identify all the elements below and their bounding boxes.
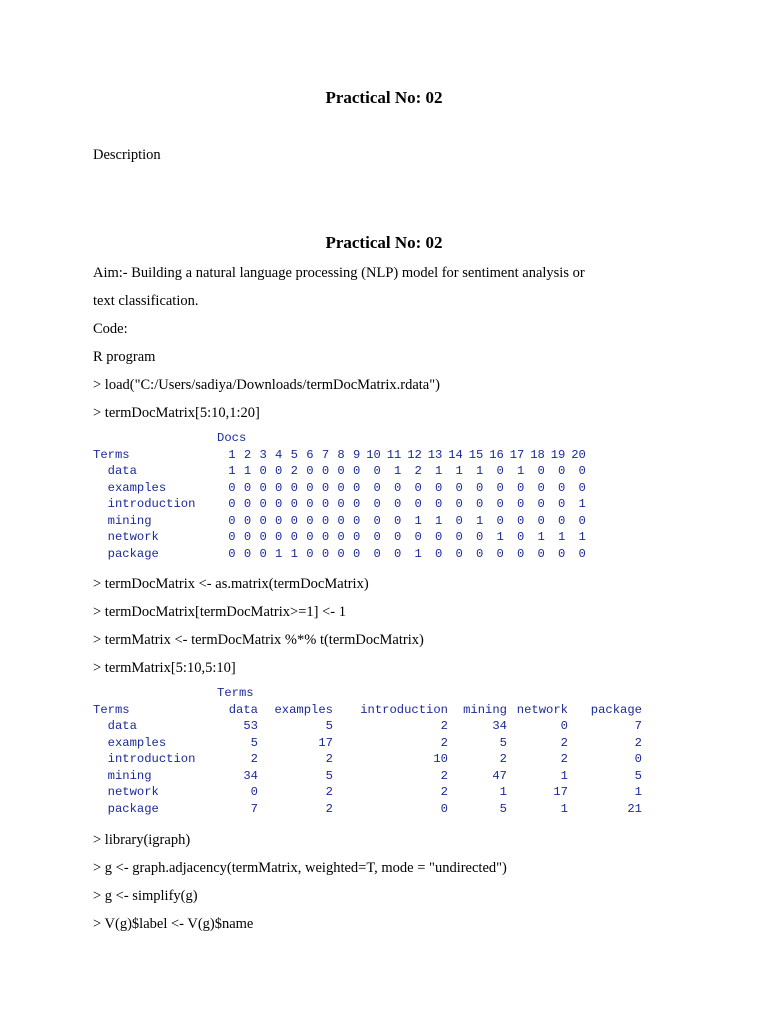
column-header-row — [93, 702, 642, 719]
matrix-cell: 0 — [275, 480, 283, 495]
matrix-cell: 1 — [476, 464, 484, 478]
column-header: 9 — [353, 447, 361, 462]
matrix-cell: 0 — [337, 480, 345, 495]
row-term: network — [93, 785, 159, 799]
matrix-cell: 0 — [321, 497, 330, 511]
term-doc-matrix-output — [93, 430, 586, 562]
dimension-header: Terms — [217, 686, 254, 700]
matrix-cell: 1 — [394, 464, 402, 478]
table-row — [93, 784, 642, 801]
matrix-cell: 0 — [435, 497, 443, 511]
matrix-cell: 1 — [435, 513, 443, 528]
command-threshold: > termDocMatrix[termDocMatrix>=1] <- 1 — [93, 604, 346, 620]
dimension-header-row — [93, 685, 642, 702]
matrix-cell: 0 — [353, 530, 361, 544]
command-subset-termmatrix: > termMatrix[5:10,5:10] — [93, 660, 236, 676]
matrix-cell: 2 — [499, 752, 507, 766]
matrix-cell: 0 — [306, 497, 314, 511]
matrix-cell: 2 — [440, 785, 448, 799]
matrix-cell: 0 — [228, 497, 236, 511]
column-header: 14 — [448, 447, 463, 462]
row-term: introduction — [93, 752, 196, 766]
matrix-cell: 0 — [558, 546, 566, 561]
matrix-cell: 0 — [373, 497, 381, 511]
matrix-cell: 0 — [558, 513, 566, 528]
matrix-cell: 0 — [373, 480, 381, 495]
matrix-cell: 0 — [455, 480, 463, 495]
matrix-cell: 0 — [290, 497, 298, 511]
matrix-cell: 1 — [476, 513, 484, 528]
matrix-cell: 0 — [496, 546, 504, 561]
column-header: 10 — [366, 447, 381, 462]
matrix-cell: 1 — [560, 768, 568, 783]
matrix-cell: 0 — [578, 546, 586, 561]
row-term: data — [93, 464, 137, 478]
command-matrix-multiply: > termMatrix <- termDocMatrix %*% t(termDocMatrix) — [93, 632, 424, 648]
column-header-row — [93, 447, 586, 464]
column-header: network — [516, 702, 568, 717]
column-header: examples — [274, 702, 333, 717]
matrix-cell: 0 — [435, 530, 443, 544]
matrix-cell: 0 — [435, 546, 443, 561]
matrix-cell: 0 — [455, 513, 463, 528]
table-row — [93, 513, 586, 530]
column-header: 18 — [530, 447, 545, 462]
row-term: examples — [93, 735, 167, 750]
matrix-cell: 0 — [496, 464, 504, 478]
matrix-cell: 0 — [517, 546, 525, 561]
matrix-cell: 0 — [517, 513, 525, 528]
matrix-cell: 0 — [353, 513, 361, 528]
table-row — [93, 751, 642, 768]
matrix-cell: 0 — [275, 530, 283, 544]
command-library: > library(igraph) — [93, 832, 191, 848]
matrix-cell: 0 — [337, 497, 345, 511]
column-header: 1 — [228, 447, 236, 462]
matrix-cell: 0 — [394, 480, 402, 495]
row-term: introduction — [93, 497, 196, 511]
r-program-label: R program — [93, 349, 156, 365]
matrix-cell: 0 — [578, 513, 586, 528]
matrix-cell: 0 — [228, 530, 236, 544]
column-header: 17 — [509, 447, 525, 462]
matrix-cell: 1 — [578, 497, 586, 511]
matrix-cell: 0 — [259, 513, 267, 528]
matrix-cell: 0 — [537, 513, 545, 528]
column-header: mining — [463, 702, 507, 717]
command-as-matrix: > termDocMatrix <- as.matrix(termDocMatrix) — [93, 576, 369, 592]
matrix-cell: 0 — [275, 497, 283, 511]
matrix-cell: 0 — [373, 530, 381, 544]
row-term: network — [93, 530, 159, 544]
matrix-cell: 0 — [243, 546, 252, 561]
matrix-cell: 10 — [433, 752, 448, 766]
matrix-cell: 0 — [560, 719, 568, 733]
matrix-cell: 7 — [250, 801, 258, 816]
matrix-cell: 1 — [537, 530, 545, 544]
table-row — [93, 463, 586, 480]
matrix-cell: 1 — [414, 513, 422, 528]
matrix-cell: 1 — [290, 546, 298, 561]
practical-heading: Practical No: 02 — [325, 233, 443, 252]
matrix-cell: 0 — [228, 546, 236, 561]
matrix-cell: 0 — [321, 464, 330, 478]
matrix-cell: 0 — [476, 480, 484, 495]
matrix-cell: 2 — [414, 464, 422, 478]
matrix-cell: 0 — [243, 497, 252, 511]
matrix-cell: 21 — [627, 801, 642, 816]
matrix-cell: 0 — [353, 497, 361, 511]
matrix-cell: 0 — [440, 801, 448, 816]
matrix-cell: 0 — [243, 530, 252, 544]
matrix-cell: 0 — [306, 464, 314, 478]
column-header: 16 — [489, 447, 504, 462]
column-header: 20 — [571, 447, 586, 462]
matrix-cell: 0 — [435, 480, 443, 495]
row-term: package — [93, 546, 159, 561]
matrix-cell: 0 — [243, 480, 252, 495]
dimension-header: Docs — [217, 431, 247, 445]
column-header: introduction — [360, 702, 448, 717]
matrix-cell: 0 — [353, 480, 361, 495]
matrix-cell: 0 — [290, 513, 298, 528]
matrix-cell: 0 — [259, 546, 267, 561]
row-dimension-label: Terms — [93, 702, 130, 717]
matrix-cell: 0 — [476, 530, 484, 544]
row-dimension-label: Terms — [93, 447, 130, 462]
matrix-cell: 2 — [440, 768, 448, 783]
matrix-cell: 47 — [492, 768, 507, 783]
matrix-cell: 0 — [337, 464, 345, 478]
matrix-cell: 0 — [353, 546, 361, 561]
column-header: 6 — [306, 447, 314, 462]
matrix-cell: 1 — [275, 546, 283, 561]
table-row — [93, 496, 586, 513]
row-term: mining — [93, 768, 152, 783]
matrix-cell: 5 — [499, 801, 507, 816]
table-row — [93, 718, 642, 735]
matrix-cell: 1 — [228, 464, 236, 478]
column-header: package — [590, 702, 642, 717]
column-header: 13 — [427, 447, 443, 462]
matrix-cell: 0 — [321, 546, 330, 561]
matrix-cell: 0 — [517, 480, 525, 495]
row-term: package — [93, 801, 159, 816]
command-simplify: > g <- simplify(g) — [93, 888, 198, 904]
matrix-cell: 0 — [414, 530, 422, 544]
matrix-cell: 0 — [275, 464, 283, 478]
matrix-cell: 0 — [537, 497, 545, 511]
matrix-cell: 0 — [321, 480, 330, 495]
matrix-cell: 0 — [321, 530, 330, 544]
column-header: 11 — [386, 447, 402, 462]
aim-text-line-2: text classification. — [93, 293, 199, 309]
description-label: Description — [93, 147, 161, 163]
matrix-cell: 0 — [373, 513, 381, 528]
matrix-cell: 2 — [325, 752, 333, 766]
matrix-cell: 7 — [634, 719, 642, 733]
matrix-cell: 17 — [318, 735, 333, 750]
matrix-cell: 1 — [243, 464, 252, 478]
matrix-cell: 0 — [259, 497, 267, 511]
matrix-cell: 1 — [496, 530, 504, 544]
matrix-cell: 0 — [558, 480, 566, 495]
row-term: examples — [93, 480, 167, 495]
matrix-cell: 2 — [250, 752, 258, 766]
table-row — [93, 768, 642, 785]
term-matrix-output — [93, 685, 642, 817]
matrix-cell: 0 — [517, 497, 525, 511]
matrix-cell: 0 — [306, 530, 314, 544]
matrix-cell: 0 — [259, 464, 267, 478]
matrix-cell: 0 — [455, 546, 463, 561]
command-load: > load("C:/Users/sadiya/Downloads/termDocMatrix.rdata") — [93, 377, 440, 393]
matrix-cell: 0 — [476, 497, 484, 511]
matrix-cell: 0 — [373, 546, 381, 561]
matrix-cell: 0 — [578, 464, 586, 478]
matrix-cell: 1 — [414, 546, 422, 561]
matrix-cell: 0 — [259, 530, 267, 544]
table-row — [93, 801, 642, 818]
matrix-cell: 0 — [243, 513, 252, 528]
matrix-cell: 1 — [560, 801, 568, 816]
matrix-cell: 2 — [325, 785, 333, 799]
matrix-cell: 5 — [499, 735, 507, 750]
command-graph-adjacency: > g <- graph.adjacency(termMatrix, weighted=T, mode = "undirected") — [93, 860, 507, 876]
matrix-cell: 0 — [394, 513, 402, 528]
matrix-cell: 1 — [517, 464, 525, 478]
matrix-cell: 0 — [414, 480, 422, 495]
matrix-cell: 0 — [558, 497, 566, 511]
matrix-cell: 1 — [634, 785, 642, 799]
matrix-cell: 2 — [325, 801, 333, 816]
command-vertex-label: > V(g)$label <- V(g)$name — [93, 916, 254, 932]
matrix-cell: 0 — [476, 546, 484, 561]
column-header: 4 — [275, 447, 283, 462]
matrix-cell: 0 — [496, 513, 504, 528]
matrix-cell: 5 — [325, 719, 333, 733]
matrix-cell: 53 — [243, 719, 258, 733]
row-term: data — [93, 719, 137, 733]
matrix-cell: 0 — [578, 480, 586, 495]
matrix-cell: 0 — [306, 546, 314, 561]
column-header: 2 — [243, 447, 252, 462]
matrix-cell: 0 — [337, 530, 345, 544]
matrix-cell: 0 — [496, 480, 504, 495]
matrix-cell: 0 — [228, 480, 236, 495]
column-header: 8 — [337, 447, 345, 462]
matrix-cell: 0 — [250, 785, 258, 799]
matrix-cell: 0 — [537, 546, 545, 561]
matrix-cell: 2 — [290, 464, 298, 478]
table-row — [93, 735, 642, 752]
matrix-cell: 0 — [275, 513, 283, 528]
matrix-cell: 0 — [537, 464, 545, 478]
matrix-cell: 1 — [455, 464, 463, 478]
matrix-cell: 2 — [440, 735, 448, 750]
column-header: 12 — [407, 447, 422, 462]
matrix-cell: 0 — [558, 464, 566, 478]
matrix-cell: 0 — [290, 480, 298, 495]
matrix-cell: 0 — [337, 546, 345, 561]
code-label: Code: — [93, 321, 128, 337]
matrix-cell: 0 — [455, 530, 463, 544]
table-row — [93, 529, 586, 546]
matrix-cell: 0 — [537, 480, 545, 495]
matrix-cell: 0 — [394, 546, 402, 561]
matrix-cell: 5 — [250, 735, 258, 750]
matrix-cell: 34 — [492, 719, 507, 733]
matrix-cell: 0 — [290, 530, 298, 544]
matrix-cell: 0 — [455, 497, 463, 511]
matrix-cell: 0 — [337, 513, 345, 528]
column-header: 7 — [321, 447, 330, 462]
column-header: 19 — [550, 447, 566, 462]
matrix-cell: 1 — [435, 464, 443, 478]
column-header: 3 — [259, 447, 267, 462]
aim-text-line-1: Aim:- Building a natural language processing (NLP) model for sentiment analysis or — [93, 265, 585, 281]
matrix-cell: 2 — [440, 719, 448, 733]
matrix-cell: 0 — [394, 497, 402, 511]
table-row — [93, 546, 586, 563]
matrix-cell: 34 — [243, 768, 258, 783]
matrix-cell: 1 — [558, 530, 566, 544]
matrix-cell: 0 — [496, 497, 504, 511]
matrix-cell: 0 — [517, 530, 525, 544]
matrix-cell: 1 — [499, 785, 507, 799]
matrix-cell: 2 — [634, 735, 642, 750]
matrix-cell: 5 — [634, 768, 642, 783]
page-title: Practical No: 02 — [325, 88, 443, 107]
matrix-cell: 2 — [560, 752, 568, 766]
matrix-cell: 5 — [325, 768, 333, 783]
matrix-cell: 17 — [553, 785, 568, 799]
matrix-cell: 0 — [394, 530, 402, 544]
matrix-cell: 0 — [259, 480, 267, 495]
table-row — [93, 480, 586, 497]
column-header: 5 — [290, 447, 298, 462]
column-header: data — [228, 702, 258, 717]
matrix-cell: 0 — [353, 464, 361, 478]
matrix-cell: 0 — [373, 464, 381, 478]
command-subset-docmatrix: > termDocMatrix[5:10,1:20] — [93, 405, 260, 421]
column-header: 15 — [468, 447, 484, 462]
dimension-header-row — [93, 430, 586, 447]
matrix-cell: 0 — [306, 480, 314, 495]
matrix-cell: 1 — [578, 530, 586, 544]
row-term: mining — [93, 513, 152, 528]
matrix-cell: 0 — [414, 497, 422, 511]
matrix-cell: 0 — [634, 752, 642, 766]
matrix-cell: 0 — [306, 513, 314, 528]
matrix-cell: 2 — [560, 735, 568, 750]
matrix-cell: 0 — [228, 513, 236, 528]
matrix-cell: 0 — [321, 513, 330, 528]
